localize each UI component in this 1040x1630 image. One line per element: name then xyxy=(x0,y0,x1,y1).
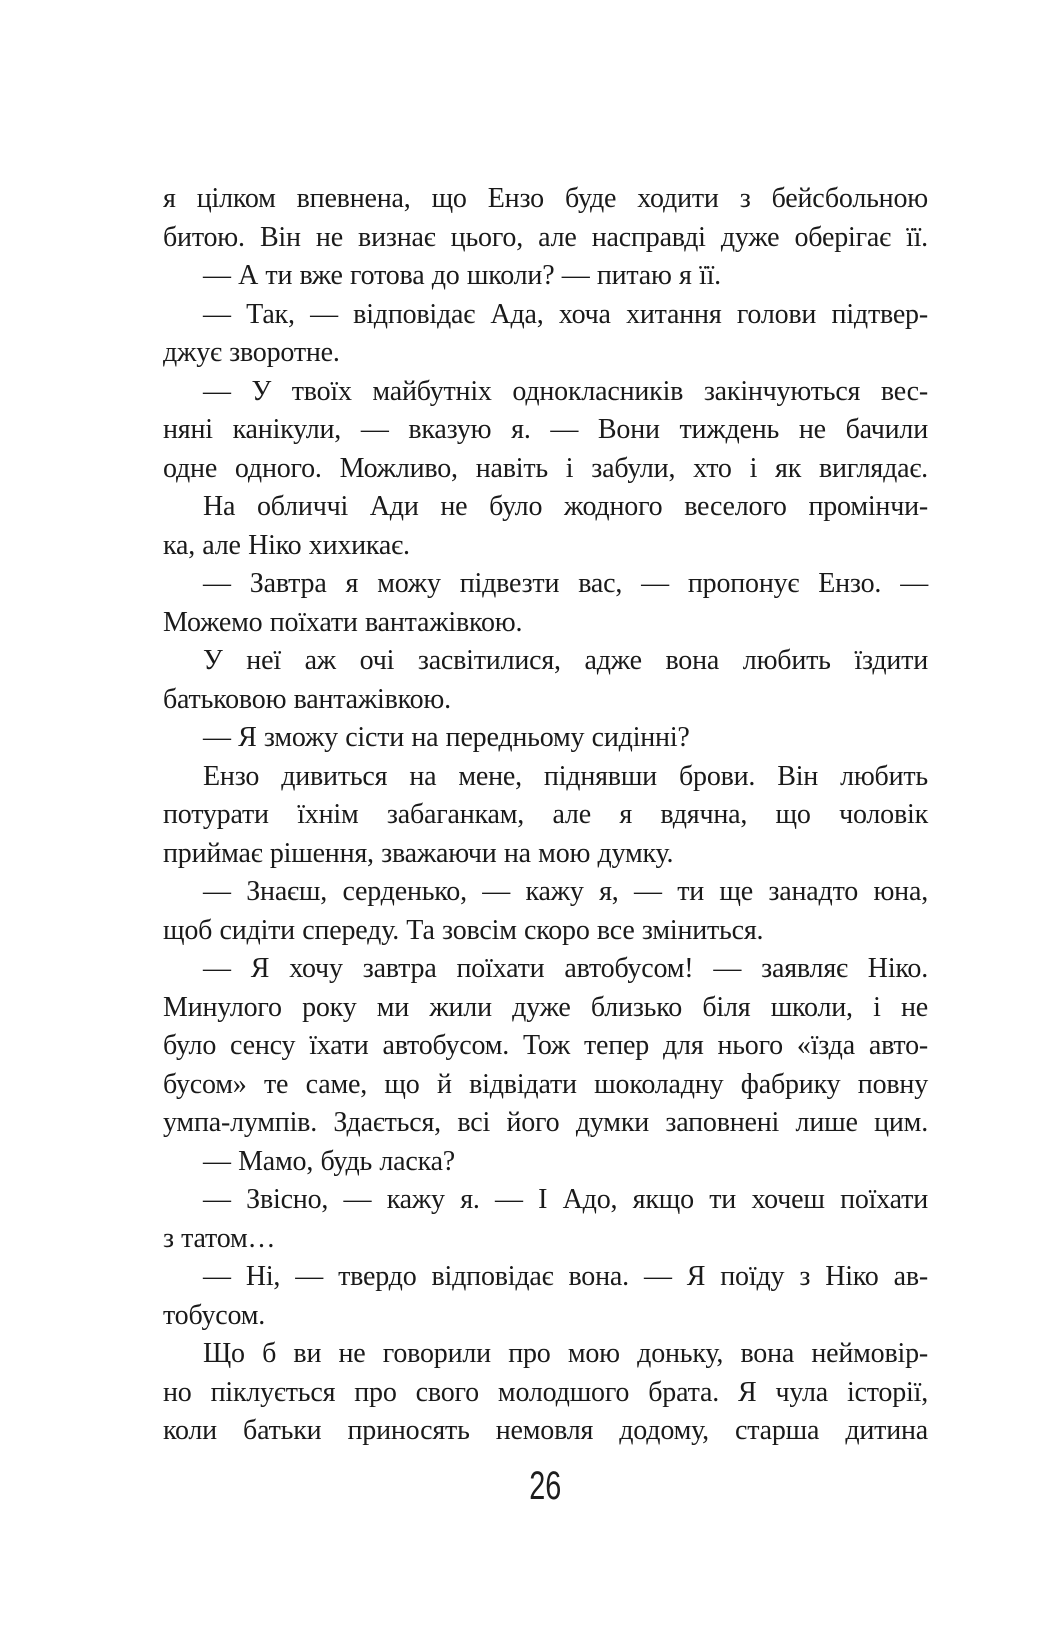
text-line: щоб сидіти спереду. Та зовсім скоро все зміниться. xyxy=(163,914,764,946)
text-line: — А ти вже готова до школи? — питаю я її. xyxy=(203,260,721,291)
text-line: з татом… xyxy=(163,1222,276,1254)
text-line: Ензо дивиться на мене, піднявши брови. Він любить xyxy=(203,760,928,792)
text-line: — Так, — відповідає Ада, хоча хитання голови підтвер- xyxy=(203,298,928,330)
text-line: потурати їхнім забаганкам, але я вдячна, що чоловік xyxy=(163,799,928,830)
text-line: я цілком впевнена, що Ензо буде ходити з бейсбольною xyxy=(163,183,928,214)
text-line: няні канікули, — вказую я. — Вони тиждень не бачили xyxy=(163,414,928,445)
page-footer xyxy=(163,1466,928,1506)
text-line: — Ні, — твердо відповідає вона. — Я поїду з Ніко ав- xyxy=(203,1261,928,1292)
text-line: умпа-лумпів. Здається, всі його думки заповнені лише цим. xyxy=(163,1107,928,1138)
text-line: одне одного. Можливо, навіть і забули, хто і як виглядає. xyxy=(163,452,928,484)
text-line: У неї аж очі засвітилися, адже вона любить їздити xyxy=(203,645,928,676)
text-line: ка, але Ніко хихикає. xyxy=(163,529,410,561)
text-line: тобусом. xyxy=(163,1299,266,1331)
text-line: джує зворотне. xyxy=(163,337,340,368)
text-line: приймає рішення, зважаючи на мою думку. xyxy=(163,837,674,869)
text-line: батьковою вантажівкою. xyxy=(163,683,451,715)
text-line: коли батьки приносять немовля додому, старша дитина xyxy=(163,1415,928,1446)
text-line: Що б ви не говорили про мою доньку, вона неймовір- xyxy=(203,1338,928,1369)
text-line: — Я хочу завтра поїхати автобусом! — заявляє Ніко. xyxy=(203,953,928,984)
page-number: 26 xyxy=(529,1464,562,1508)
text-line: бусом» те саме, що й відвідати шоколадну фабрику повну xyxy=(163,1068,928,1100)
text-line: битою. Він не визнає цього, але насправді дуже оберігає її. xyxy=(163,221,928,253)
page-text xyxy=(163,180,928,1451)
text-line: Минулого року ми жили дуже близько біля школи, і не xyxy=(163,991,928,1023)
text-line: — Звісно, — кажу я. — І Адо, якщо ти хочеш поїхати xyxy=(203,1184,928,1215)
text-line: Можемо поїхати вантажівкою. xyxy=(163,606,523,638)
text-line: — Я зможу сісти на передньому сидінні? xyxy=(203,722,690,753)
text-line: но піклується про свого молодшого брата. Я чула історії, xyxy=(163,1376,928,1408)
text-line: було сенсу їхати автобусом. Тож тепер для нього «їзда авто- xyxy=(163,1030,928,1061)
text-line: — Завтра я можу підвезти вас, — пропонує Ензо. — xyxy=(203,568,928,599)
text-line: — У твоїх майбутніх однокласників закінчуються вес- xyxy=(203,375,928,407)
text-line: На обличчі Ади не було жодного веселого промінчи- xyxy=(203,491,928,522)
text-line: — Знаєш, серденько, — кажу я, — ти ще занадто юна, xyxy=(203,876,928,907)
text-line: — Мамо, будь ласка? xyxy=(203,1145,456,1177)
